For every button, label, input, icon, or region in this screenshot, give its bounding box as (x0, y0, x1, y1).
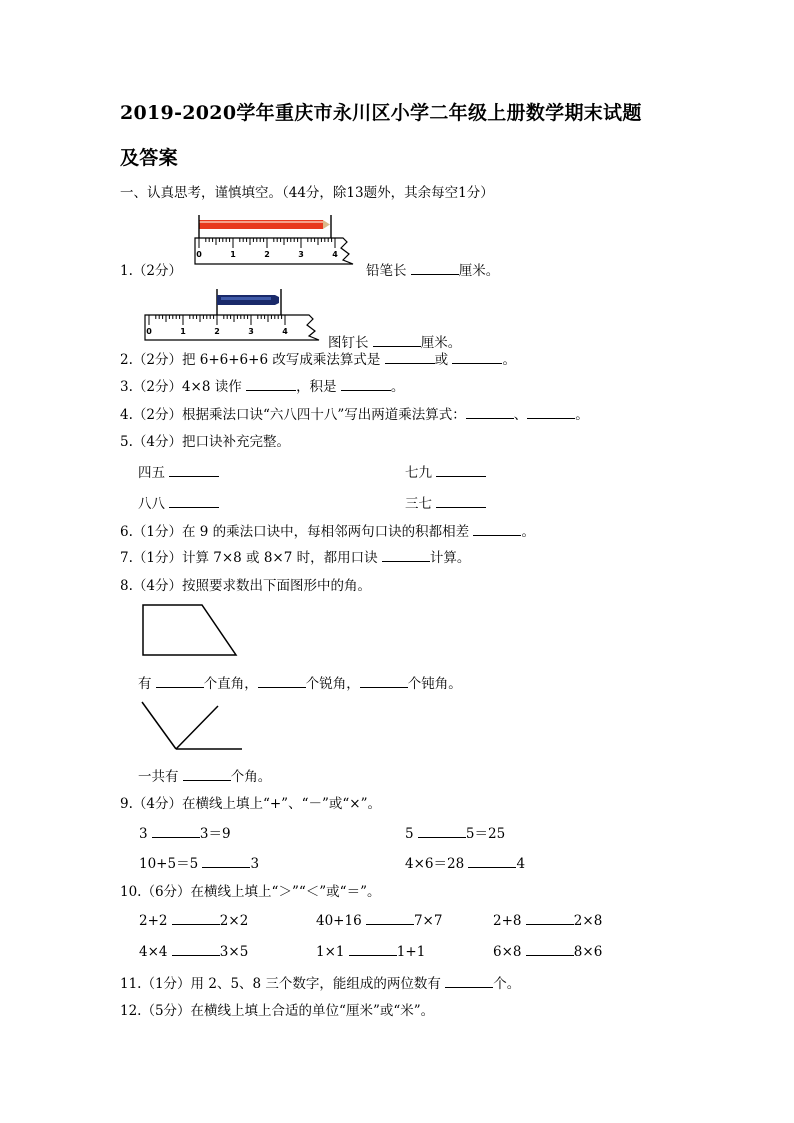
trapezoid-figure (140, 602, 240, 658)
q5-item-2 (405, 461, 486, 481)
q2-line (120, 348, 516, 368)
q3-end: 。 (390, 379, 405, 395)
q9-item-4 (405, 852, 525, 872)
q5-item-1 (138, 461, 219, 481)
q5-blank-3[interactable] (169, 495, 219, 508)
q10-item-6-right: 8×6 (573, 944, 603, 960)
q10-blank-5[interactable] (349, 943, 397, 956)
q5-item-2-text: 七九 (405, 465, 432, 481)
q10-item-1-left: 2+2 (139, 913, 168, 929)
q2-blank-2[interactable] (452, 351, 502, 364)
q5-item-4 (405, 492, 486, 512)
q10-item-1 (139, 912, 248, 929)
q10-blank-4[interactable] (172, 943, 220, 956)
angles-figure (140, 700, 246, 752)
q5-blank-2[interactable] (436, 464, 486, 477)
q8-a4: 个钝角。 (407, 676, 462, 692)
q8-obtuse-angle-blank[interactable] (360, 675, 408, 688)
ruler-tick-label: 4 (332, 250, 338, 259)
q7-blank[interactable] (382, 549, 430, 562)
q2-end: 。 (502, 352, 516, 368)
q10-item-5-left: 1×1 (316, 944, 345, 960)
ruler-tick-label: 3 (298, 250, 304, 259)
ruler-tick-label: 2 (214, 327, 220, 336)
ruler-tick-label: 0 (196, 250, 202, 259)
q11-text: 11.（1分）用 2、5、8 三个数字，能组成的两位数有 (120, 976, 441, 992)
q10-blank-2[interactable] (366, 912, 414, 925)
q3-blank-1[interactable] (246, 378, 296, 391)
ruler-tick-label: 0 (146, 327, 152, 336)
q9-item-4-left: 4×6＝28 (405, 856, 465, 872)
q8-line-a (138, 672, 462, 692)
q9-blank-1[interactable] (152, 825, 200, 838)
q10-item-2-right: 7×7 (413, 913, 443, 929)
q10-item-3 (493, 912, 602, 929)
q8-a2: 个直角， (203, 676, 258, 692)
q3-blank-2[interactable] (341, 378, 391, 391)
pencil-highlight (199, 221, 323, 223)
q9-blank-2[interactable] (418, 825, 466, 838)
angle-ray-right (176, 706, 218, 749)
q1-pencil-unit: 厘米。 (458, 263, 500, 279)
q4-line (120, 403, 589, 423)
q10-item-2 (316, 912, 442, 929)
q10-item-3-left: 2+8 (493, 913, 522, 929)
q1-pencil-line (366, 259, 499, 279)
q4-text: 4.（2分）根据乘法口诀“六八四十八”写出两道乘法算式： (120, 407, 466, 423)
document-title-line1: 2019-2020学年重庆市永川区小学二年级上册数学期末试题 (120, 102, 642, 124)
q10-blank-3[interactable] (526, 912, 574, 925)
q9-item-2 (405, 822, 505, 842)
q5-blank-4[interactable] (436, 495, 486, 508)
q8-acute-angle-blank[interactable] (258, 675, 306, 688)
q4-blank-2[interactable] (527, 406, 575, 419)
q3-line (120, 375, 404, 395)
q7-end: 计算。 (429, 550, 471, 566)
q11-blank[interactable] (445, 975, 493, 988)
q8-text: 8.（4分）按照要求数出下面图形中的角。 (120, 578, 371, 594)
q6-line (120, 520, 535, 540)
q9-item-3-right: 3 (250, 856, 260, 872)
ruler-tick-label: 1 (230, 250, 236, 259)
q7-line (120, 546, 470, 566)
document-title-line2: 及答案 (120, 147, 178, 169)
q10-item-6 (493, 943, 602, 960)
q2-mid: 或 (434, 352, 449, 368)
q11-end: 个。 (493, 976, 521, 992)
q5-item-1-text: 四五 (138, 465, 165, 481)
q6-blank[interactable] (473, 523, 521, 536)
q10-blank-6[interactable] (526, 943, 574, 956)
q10-item-1-right: 2×2 (219, 913, 249, 929)
q1-pencil-text: 铅笔长 (366, 263, 407, 279)
q9-item-3-left: 10+5＝5 (139, 856, 199, 872)
q4-end: 。 (575, 407, 589, 423)
q9-item-1 (139, 822, 231, 842)
q10-item-4 (139, 943, 248, 960)
q8-line-b (138, 765, 271, 785)
q1-pencil-answer-blank[interactable] (411, 262, 459, 275)
ruler-tick-label: 2 (264, 250, 270, 259)
q1-pin-text: 图钉长 (328, 335, 369, 351)
q9-blank-3[interactable] (202, 855, 250, 868)
q10-item-5-right: 1+1 (396, 944, 426, 960)
q9-item-2-left: 5 (405, 826, 414, 842)
q8-b1: 一共有 (138, 769, 179, 785)
q2-blank-1[interactable] (385, 351, 435, 364)
q8-total-angle-blank[interactable] (183, 768, 231, 781)
ruler-tick-label: 4 (282, 327, 288, 336)
ruler-body (145, 315, 319, 340)
q12-text: 12.（5分）在横线上填上合适的单位“厘米”或“米”。 (120, 1003, 435, 1019)
q8-b2: 个角。 (230, 769, 272, 785)
q1-pin-unit: 厘米。 (420, 335, 462, 351)
q8-a3: 个锐角， (305, 676, 360, 692)
q3-text: 3.（2分）4×8 读作 (120, 379, 242, 395)
q9-item-1-left: 3 (139, 826, 148, 842)
q1-label: 1.（2分） (120, 263, 182, 279)
q9-item-3 (139, 852, 259, 872)
q10-text: 10.（6分）在横线上填上“＞”“＜”或“＝”。 (120, 884, 381, 900)
q9-item-2-right: 5＝25 (465, 826, 506, 842)
q5-item-3-text: 八八 (138, 496, 165, 512)
q10-item-5 (316, 943, 425, 960)
q6-end: 。 (521, 524, 535, 540)
q8-right-angle-blank[interactable] (156, 675, 204, 688)
q8-a1: 有 (138, 676, 152, 692)
q1-pin-answer-blank[interactable] (373, 334, 421, 347)
q9-item-1-right: 3＝9 (199, 826, 231, 842)
q5-blank-1[interactable] (169, 464, 219, 477)
pencil-ruler-figure (195, 212, 365, 272)
trapezoid-shape (143, 605, 236, 655)
pin-ruler-figure (145, 287, 325, 343)
q9-blank-4[interactable] (468, 855, 516, 868)
q5-text: 5.（4分）把口诀补充完整。 (120, 434, 290, 450)
q7-text: 7.（1分）计算 7×8 或 8×7 时，都用口诀 (120, 550, 378, 566)
pencil-tip (323, 220, 330, 229)
q10-item-2-left: 40+16 (316, 913, 362, 929)
q10-blank-1[interactable] (172, 912, 220, 925)
q5-item-4-text: 三七 (405, 496, 432, 512)
q10-item-4-right: 3×5 (219, 944, 249, 960)
section-heading: 一、认真思考，谨慎填空。（44分，除13题外，其余每空1分） (120, 185, 494, 201)
q4-mid: 、 (513, 407, 528, 423)
q10-item-4-left: 4×4 (139, 944, 168, 960)
q6-text: 6.（1分）在 9 的乘法口诀中，每相邻两句口诀的积都相差 (120, 524, 470, 540)
q10-item-3-right: 2×8 (573, 913, 603, 929)
ruler-tick-label: 1 (180, 327, 186, 336)
q4-blank-1[interactable] (466, 406, 514, 419)
q5-item-3 (138, 492, 219, 512)
q9-item-4-right: 4 (516, 856, 526, 872)
q11-line (120, 972, 520, 992)
q3-mid: ，积是 (296, 379, 337, 395)
angle-ray-left (142, 702, 176, 749)
q2-text: 2.（2分）把 6+6+6+6 改写成乘法算式是 (120, 352, 381, 368)
q10-item-6-left: 6×8 (493, 944, 522, 960)
q9-text: 9.（4分）在横线上填上“+”、“－”或“×”。 (120, 796, 382, 812)
ruler-tick-label: 3 (248, 327, 254, 336)
